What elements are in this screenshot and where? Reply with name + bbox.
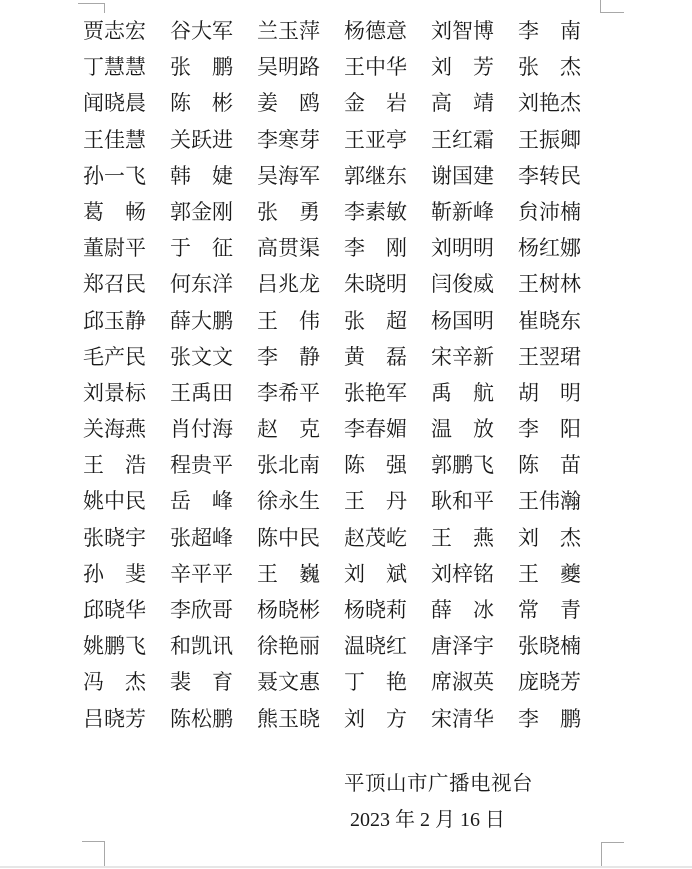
person-name: 丁 艳 [344,670,407,695]
person-name: 王 夔 [518,561,581,586]
person-name: 王中华 [344,55,407,80]
person-name: 张晓楠 [518,634,581,659]
signature-date: 2023 年 2 月 16 日 [350,809,505,831]
person-name: 温 放 [431,417,494,442]
person-name: 温晓红 [344,634,407,659]
person-name: 杨红娜 [518,236,581,261]
person-name: 李素敏 [344,199,407,224]
person-name: 兰玉萍 [257,19,320,43]
person-name: 王 浩 [83,453,146,478]
person-name: 谢国建 [431,163,494,188]
person-name: 孙 斐 [83,561,146,586]
person-name: 王 伟 [257,308,320,333]
person-name: 聂文惠 [257,670,320,695]
person-name: 王 丹 [344,489,407,514]
person-name: 薛大鹏 [170,308,233,333]
person-name: 刘 杰 [518,525,581,550]
person-name: 于 征 [170,236,233,261]
person-name: 宋清华 [431,706,494,731]
person-name: 张超峰 [170,525,233,550]
person-name: 岳 峰 [170,489,233,514]
person-name: 邱晓华 [83,598,146,622]
person-name: 陈松鹏 [170,706,233,731]
person-name: 张 勇 [257,199,320,224]
person-name: 郑召民 [83,272,146,297]
person-name: 李转民 [518,163,581,188]
person-name: 董尉平 [83,236,146,261]
person-name: 李 南 [518,19,581,43]
person-name: 王翌珺 [518,344,581,369]
person-name: 郭金刚 [170,199,233,224]
person-name: 王佳慧 [83,127,146,152]
person-name: 崔晓东 [518,308,581,333]
person-name: 关海燕 [83,417,146,442]
person-name: 王振卿 [518,127,581,152]
person-name: 姚鹏飞 [83,634,146,659]
person-name: 韩 婕 [170,163,233,188]
person-name: 金 岩 [344,91,407,116]
person-name: 李 刚 [344,236,407,261]
person-name: 刘 芳 [431,55,494,80]
person-name: 毛产民 [83,344,146,369]
names-roster [83,13,668,737]
person-name: 宋辛新 [431,344,494,369]
person-name: 张晓宇 [83,525,146,550]
person-name: 程贵平 [170,453,233,478]
person-name: 赵 克 [257,417,320,442]
person-name: 葛 畅 [83,199,146,224]
person-name: 高贯渠 [257,236,320,261]
person-name: 王红霜 [431,127,494,152]
person-name: 席淑英 [431,670,494,695]
person-name: 李 鹏 [518,706,581,731]
person-name: 王禹田 [170,380,233,405]
person-name: 高 靖 [431,91,494,116]
person-name: 朱晓明 [344,272,407,297]
person-name: 唐泽宇 [431,634,494,659]
person-name: 李欣哥 [170,598,233,622]
person-name: 郭鹏飞 [431,453,494,478]
person-name: 李 静 [257,344,320,369]
person-name: 吴明路 [257,55,320,80]
person-name: 陈 强 [344,453,407,478]
person-name: 闻晓晨 [83,91,146,116]
person-name: 孙一飞 [83,163,146,188]
page-bottom-edge [0,866,692,868]
person-name: 李希平 [257,380,320,405]
person-name: 姜 鸥 [257,91,320,116]
person-name: 关跃进 [170,127,233,152]
person-name: 李春媚 [344,417,407,442]
person-name: 张 杰 [518,55,581,80]
person-name: 王 巍 [257,561,320,586]
person-name: 陈中民 [257,525,320,550]
person-name: 靳新峰 [431,199,494,224]
crop-mark-top-left [78,3,105,13]
person-name: 刘智博 [431,19,494,43]
person-name: 熊玉晓 [257,706,320,731]
crop-mark-bottom-right [601,842,624,866]
person-name: 陈 彬 [170,91,233,116]
person-name: 王伟瀚 [518,489,581,514]
person-name: 姚中民 [83,489,146,514]
person-name: 闫俊威 [431,272,494,297]
person-name: 李寒芽 [257,127,320,152]
person-name: 丁慧慧 [83,55,146,80]
person-name: 常 青 [518,598,581,622]
person-name: 刘艳杰 [518,91,581,116]
person-name: 徐艳丽 [257,634,320,659]
person-name: 刘梓铭 [431,561,494,586]
crop-mark-top-right [600,0,624,13]
person-name: 杨晓莉 [344,598,407,622]
person-name: 何东洋 [170,272,233,297]
person-name: 徐永生 [257,489,320,514]
person-name: 贾志宏 [83,19,146,43]
person-name: 庞晓芳 [518,670,581,695]
person-name: 贠沛楠 [518,199,581,224]
person-name: 吕兆龙 [257,272,320,297]
person-name: 王亚亭 [344,127,407,152]
person-name: 张 超 [344,308,407,333]
signature-organization: 平顶山市广播电视台 [344,773,533,795]
person-name: 刘 斌 [344,561,407,586]
person-name: 肖付海 [170,417,233,442]
person-name: 杨德意 [344,19,407,43]
person-name: 薛 冰 [431,598,494,622]
person-name: 王树林 [518,272,581,297]
person-name: 耿和平 [431,489,494,514]
person-name: 黄 磊 [344,344,407,369]
person-name: 裴 育 [170,670,233,695]
person-name: 张文文 [170,344,233,369]
person-name: 禹 航 [431,380,494,405]
person-name: 杨国明 [431,308,494,333]
person-name: 冯 杰 [83,670,146,695]
person-name: 赵茂屹 [344,525,407,550]
person-name: 陈 苗 [518,453,581,478]
person-name: 谷大军 [170,19,233,43]
person-name: 王 燕 [431,525,494,550]
person-name: 辛平平 [170,561,233,586]
person-name: 张艳军 [344,380,407,405]
person-name: 邱玉静 [83,308,146,333]
person-name: 胡 明 [518,380,581,405]
person-name: 和凯讯 [170,634,233,659]
person-name: 张北南 [257,453,320,478]
person-name: 吕晓芳 [83,706,146,731]
person-name: 刘 方 [344,706,407,731]
person-name: 刘景标 [83,380,146,405]
person-name: 杨晓彬 [257,598,320,622]
crop-mark-bottom-left [82,841,105,866]
person-name: 郭继东 [344,163,407,188]
person-name: 张 鹏 [170,55,233,80]
person-name: 李 阳 [518,417,581,442]
person-name: 刘明明 [431,236,494,261]
person-name: 吴海军 [257,163,320,188]
